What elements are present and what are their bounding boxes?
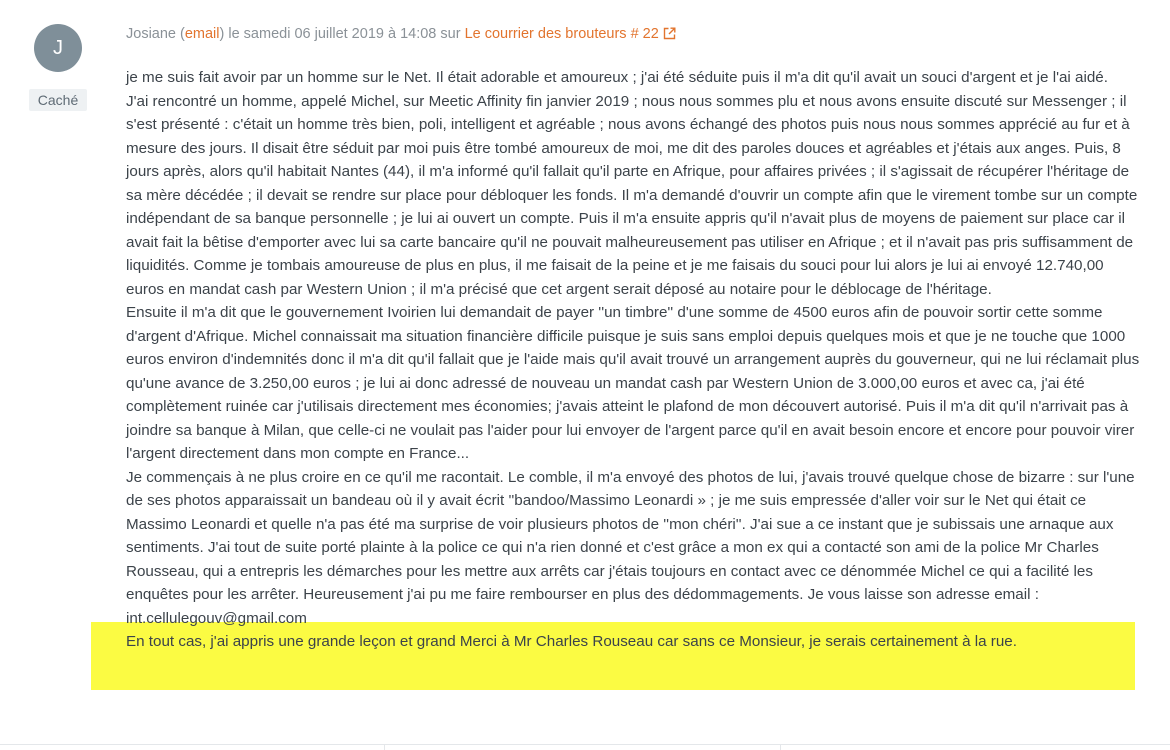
post-link-label: Le courrier des brouteurs # 22 — [464, 26, 659, 42]
comment-paragraph: J'ai rencontré un homme, appelé Michel, sur Meetic Affinity fin janvier 2019 ; nous nous sommes plu et nous avons ensuite discuté sur Messenger ; il s'est présenté : c'était un homme très bien, poli, intelligent et agréable ; nous avons échangé des photos puis nous nous sommes apprécié au fur et à mesure des jours. Il disait être séduit par moi puis être tombé amoureux de moi, me dit des paroles douces et agréables et j'étais aux anges. Puis, 8 jours après, alors qu'il habitait Nantes (44), il m'a informé qu'il fallait qu'il parte en Afrique, pour affaires privées ; il s'agissait de récupérer l'héritage de sa mère décédée ; il devait se rendre sur place pour débloquer les fonds. Il m'a demandé d'ouvrir un compte afin que le virement tombe sur un compte indépendant de sa banque personnelle ; je lui ai ouvert un compte. Puis il m'a ensuite appris qu'il n'avait plus de moyens de paiement sur place car il avait fait la bêtise d'emporter avec lui sa carte bancaire qu'il ne pouvait malheureusement pas utiliser en Afrique ; et il n'avait pas pris suffisamment de liquidités. Comme je tombais amoureuse de plus en plus, il me faisait de la peine et je me faisais du souci pour lui alors je lui ai envoyé 12.740,00 euros en mandat cash par Western Union ; il m'a précisé que cet argent serait déposé au notaire pour le déblocage de l'héritage. — [126, 92, 1138, 298]
divider-tick — [384, 744, 385, 750]
divider — [0, 744, 1170, 745]
divider-tick — [780, 744, 781, 750]
email-link[interactable]: email — [184, 26, 220, 42]
comment-meta — [126, 26, 676, 44]
post-link[interactable] — [465, 26, 676, 42]
comment-date: le samedi 06 juillet 2019 à 14:08 sur — [224, 26, 465, 42]
email-open: ( — [175, 26, 185, 42]
external-link-icon[interactable] — [663, 27, 676, 44]
author-name: Josiane — [126, 26, 176, 42]
comment-paragraph: je me suis fait avoir par un homme sur le Net. Il était adorable et amoureux ; j'ai été séduite puis il m'a dit qu'il avait un souci d'argent et je l'ai aidé. — [126, 69, 1108, 86]
avatar: J — [34, 24, 82, 72]
comment-paragraph: Ensuite il m'a dit que le gouvernement Ivoirien lui demandait de payer ''un timbre'' d'une somme de 4500 euros afin de pouvoir sortir cette somme d'argent d'Afrique. Michel connaissait ma situation financière difficile puisque je suis sans emploi depuis quelques mois et que je ne touche que 1000 euros environ d'indemnités donc il m'a dit qu'il fallait que je l'aide mais qu'il avait trouvé un arrangement auprès du gouverneur, qui ne lui réclamait plus qu'une avance de 3.250,00 euros ; je lui ai donc adressé de nouveau un mandat cash par Western Union de 3.000,00 euros et avec ca, j'ai été complètement ruinée car j'utilisais directement mes économies; j'avais atteint le plafond de mon découvert autorisé. Puis il m'a dit qu'il n'arrivait pas à joindre sa banque à Milan, que celle-ci ne voulait pas l'aider pour lui envoyer de l'argent parce qu'il en avait besoin encore et encore pour pouvoir virer l'argent directement dans mon compte en France... — [126, 304, 1140, 462]
comment-body — [126, 66, 1144, 654]
status-badge: Caché — [29, 89, 87, 111]
comment-paragraph: Je commençais à ne plus croire en ce qu'il me racontait. Le comble, il m'a envoyé des photos de lui, j'avais trouvé quelque chose de bizarre : sur l'une de ses photos apparaissait un bandeau où il y avait écrit ''bandoo/Massimo Leonardi » ; je me suis empressée d'aller voir sur le Net qui était ce Massimo Leonardi et quelle n'a pas été ma surprise de voir plusieurs photos de ''mon chéri''. J'ai sue a ce instant que je subissais une arnaque aux sentiments. J'ai tout de suite porté plainte à la police ce qui n'a rien donné et c'est grâce a mon ex qui a contacté son ami de la police Mr Charles Rousseau, qui a entrepris les démarches pour les mettre aux arrêts car j'étais toujours en contact avec ce dénommée Michel ce qui a facilité les enquêtes pour les arrêter. Heureusement j'ai pu me faire rembourser en plus des dédommagements. Je vous laisse son adresse email : int.cellulegouv@gmail.com — [126, 468, 1135, 627]
comment-paragraph: En tout cas, j'ai appris une grande leçon et grand Merci à Mr Charles Rouseau car sans ce Monsieur, je serais certainement à la rue. — [126, 633, 1017, 650]
email-close: ) — [219, 26, 225, 42]
